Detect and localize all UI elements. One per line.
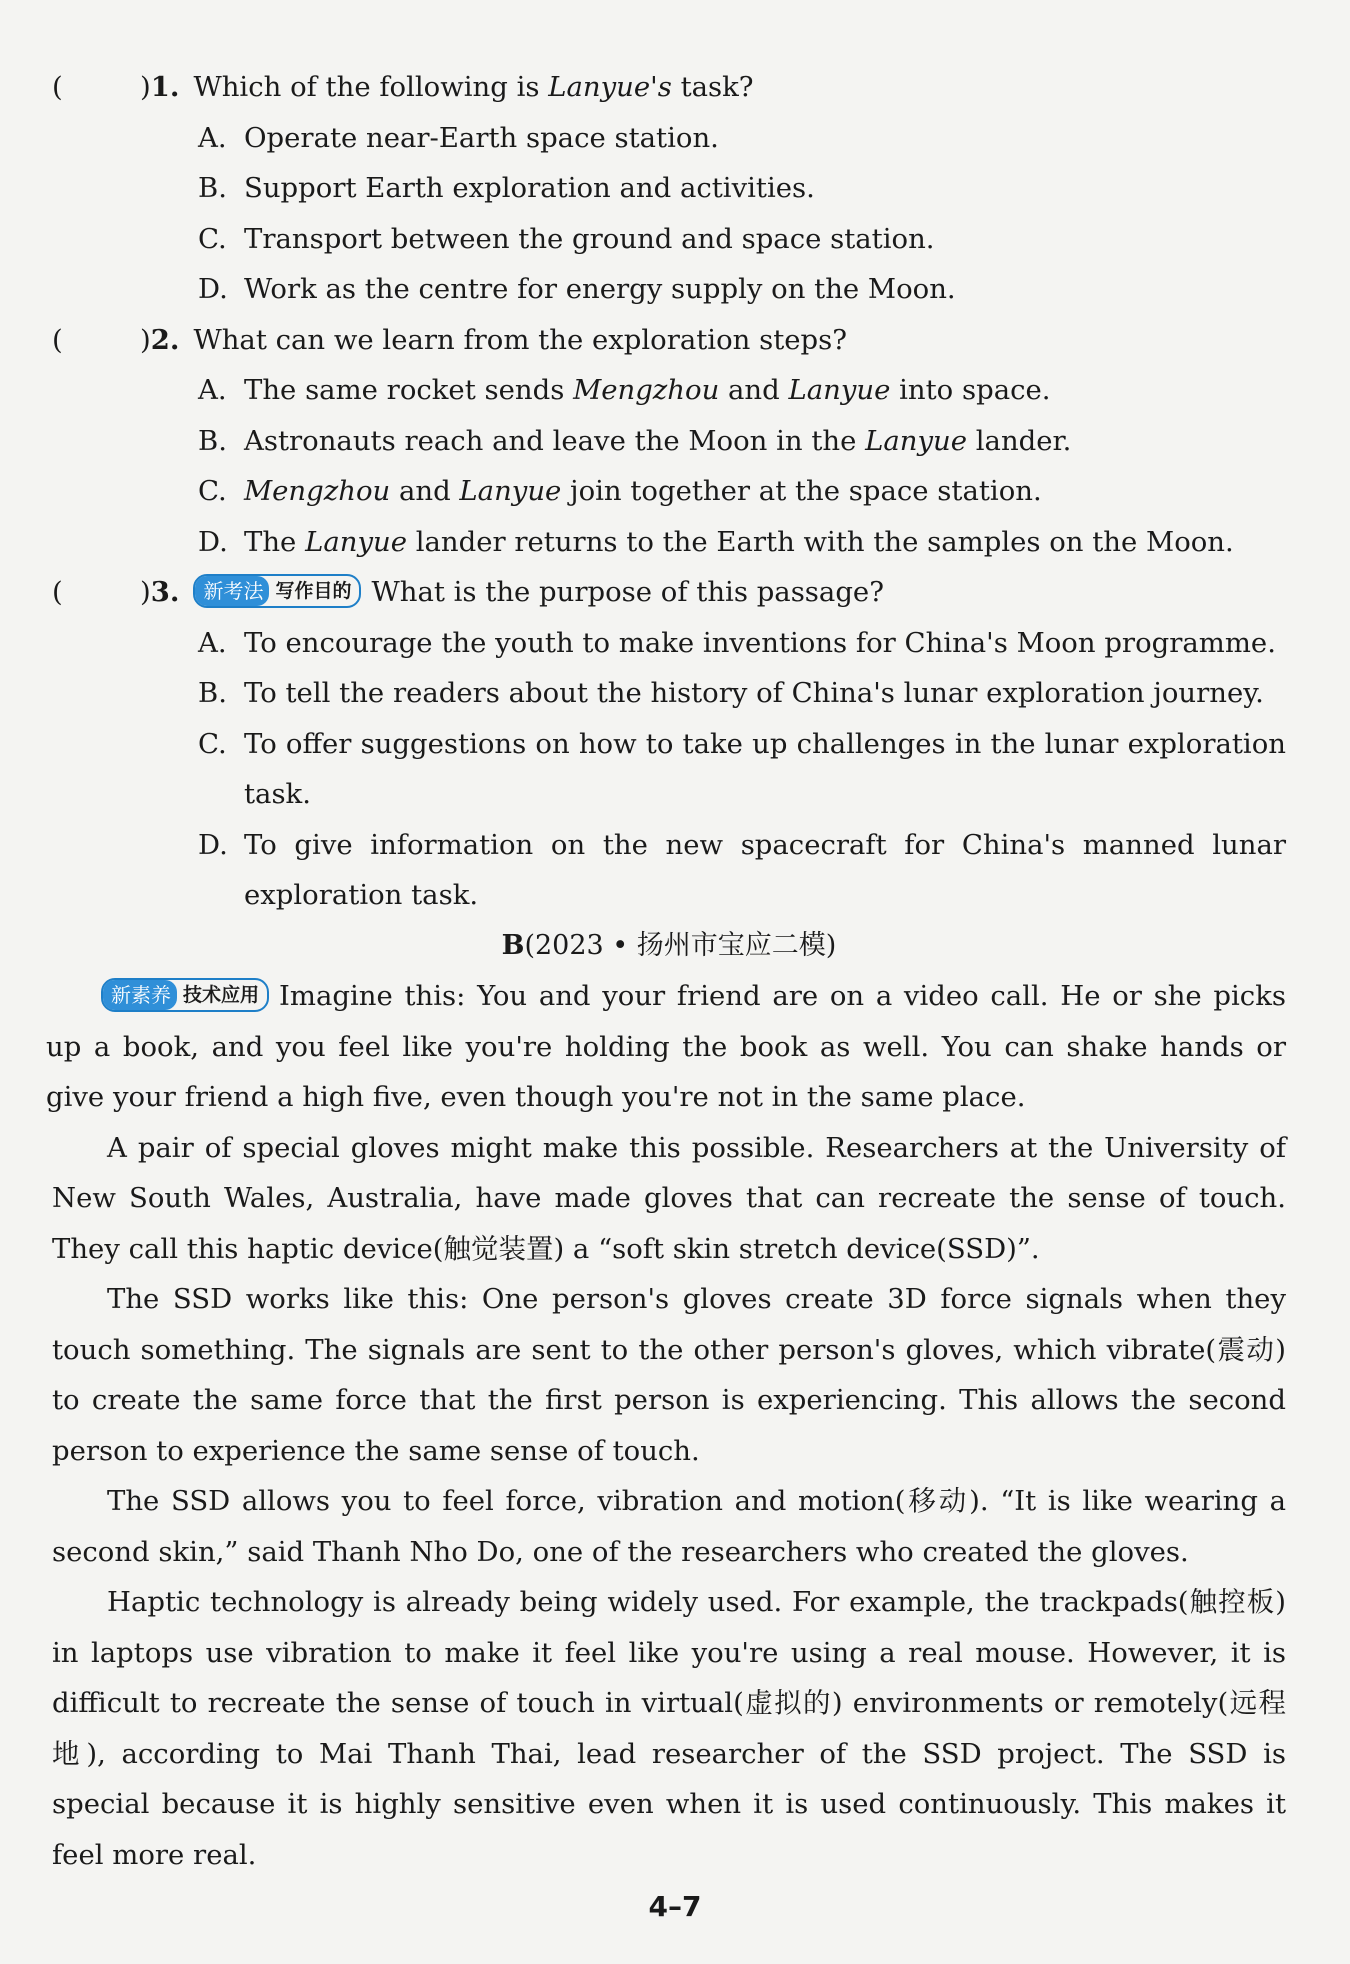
- option-3a: A. To encourage the youth to make inventions for China's Moon programme.: [198, 626, 1276, 659]
- option-2c: C. Mengzhou and Lanyue join together at the space station.: [198, 475, 1042, 507]
- question-stem: What can we learn from the exploration steps?: [193, 323, 847, 356]
- option-1c: C. Transport between the ground and space station.: [198, 222, 935, 255]
- answer-blank[interactable]: (: [52, 323, 63, 356]
- option-2a: A. The same rocket sends Mengzhou and Lanyue into space.: [198, 374, 1051, 406]
- passage-paragraph-2: A pair of special gloves might make this possible. Researchers at the University of New South Wales, Australia, have made gloves that can recreate the sense of touch. They call this haptic device(触觉装置) a “soft skin stretch device(SSD)”.: [52, 1131, 1286, 1265]
- option-2d: D. The Lanyue lander returns to the Earth with the samples on the Moon.: [198, 525, 1234, 558]
- reading-passage: [46, 971, 1286, 1880]
- answer-blank[interactable]: (: [52, 71, 63, 103]
- question-1: ( ) 1. Which of the following is Lanyue's task?: [52, 62, 1286, 113]
- question-stem: What is the purpose of this passage?: [371, 576, 884, 608]
- passage-paragraph-3: The SSD works like this: One person's gloves create 3D force signals when they touch something. The signals are sent to the other person's gloves, which vibrate(震动) to create the same force that the first person is experiencing. This allows the second person to experience the same sense of touch.: [52, 1283, 1286, 1467]
- section-b-title: B(2023 • 扬州市宝应二模): [501, 929, 837, 961]
- question-2: ( ) 2. What can we learn from the exploration steps?: [52, 315, 1286, 366]
- passage-paragraph-1: 新素养 技术应用 Imagine this: You and your friend are on a video call. He or she picks up a book, and you feel like you're holding the book as well. You can shake hands or give your friend a high five, even though you're not in the same place.: [46, 971, 1286, 1123]
- option-3d: D. To give information on the new spacecraft for China's manned lunar exploration task.: [198, 828, 1286, 911]
- page-number: 4–7: [648, 1890, 702, 1923]
- passage-paragraph-5: Haptic technology is already being widely used. For example, the trackpads(触控板) in laptops use vibration to make it feel like you're using a real mouse. However, it is difficult to recreate the sense of touch in virtual(虚拟的) environments or remotely(远程地), according to Mai Thanh Thai, lead researcher of the SSD project. The SSD is special because it is highly sensitive even when it is used continuously. This makes it feel more real.: [52, 1586, 1286, 1871]
- answer-blank[interactable]: (: [52, 576, 63, 608]
- question-3: ( ) 3. 新考法 写作目的 What is the purpose of this passage?: [52, 567, 1286, 618]
- question-stem: Which of the following is Lanyue's task?: [193, 71, 754, 103]
- new-exam-tag: 新考法 写作目的: [193, 574, 361, 608]
- option-1a: A. Operate near-Earth space station.: [198, 121, 719, 154]
- passage-paragraph-4: The SSD allows you to feel force, vibration and motion(移动). “It is like wearing a second skin,” said Thanh Nho Do, one of the researchers who created the gloves.: [52, 1485, 1286, 1568]
- option-2b: B. Astronauts reach and leave the Moon in the Lanyue lander.: [198, 424, 1072, 457]
- question-number: 2.: [150, 323, 180, 356]
- question-number: 3.: [150, 576, 180, 608]
- question-number: 1.: [150, 71, 180, 103]
- option-3b: B. To tell the readers about the history of China's lunar exploration journey.: [198, 677, 1264, 709]
- option-3c: C. To offer suggestions on how to take up challenges in the lunar exploration task.: [198, 727, 1286, 810]
- option-1b: B. Support Earth exploration and activities.: [198, 172, 815, 204]
- option-1d: D. Work as the centre for energy supply on the Moon.: [198, 273, 956, 305]
- new-literacy-tag: 新素养 技术应用: [101, 978, 269, 1012]
